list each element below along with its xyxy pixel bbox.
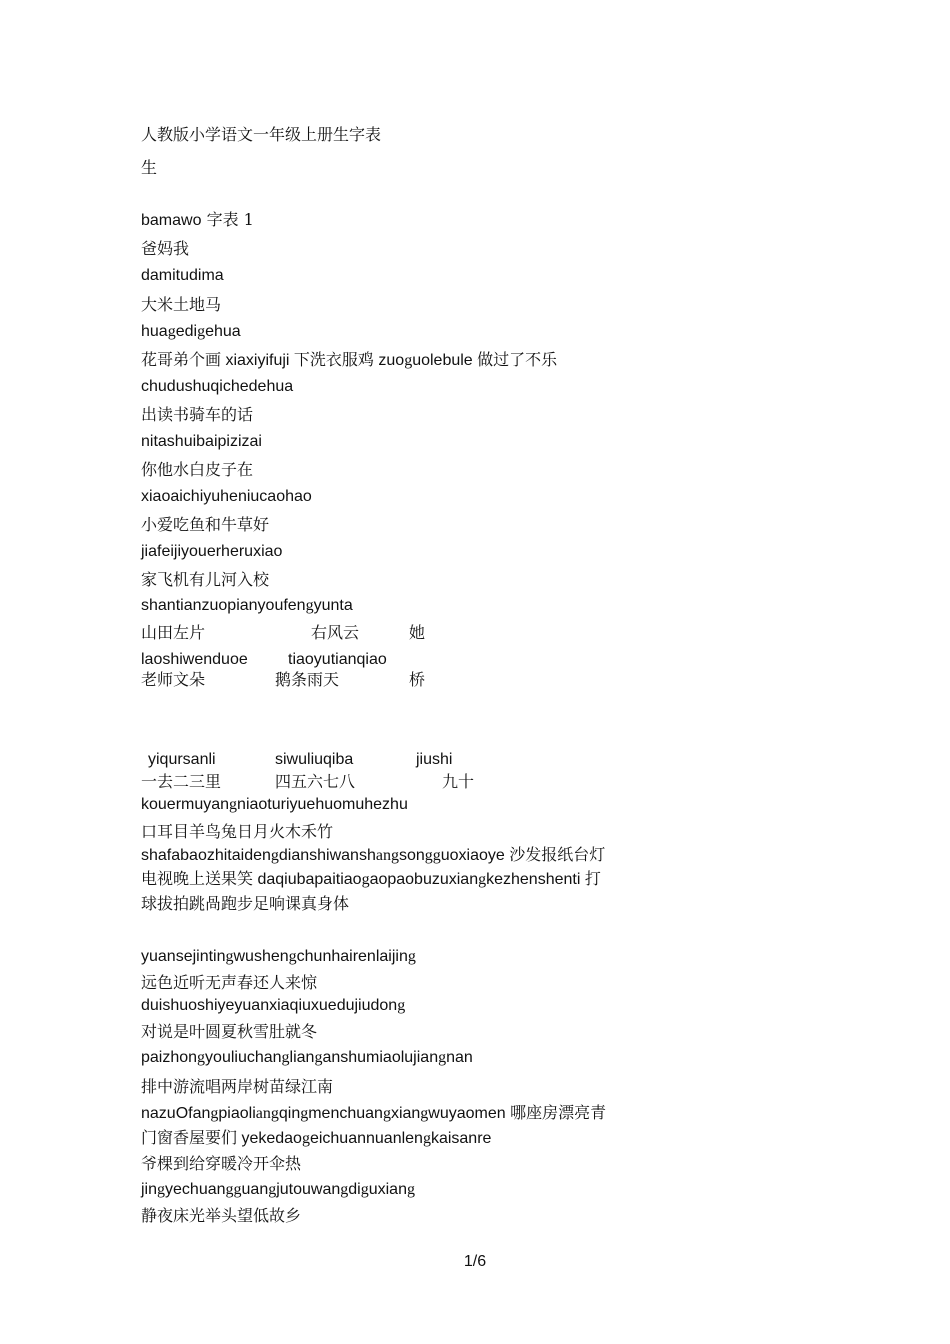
pinyin-line-2: damitudima	[141, 267, 224, 284]
hanzi-line-9-b: 四五六七八	[275, 772, 356, 791]
pinyin-line-14: paizhongyouliuchanglianganshumiaolujiangnan	[141, 1049, 473, 1066]
pinyin-line-15: jingyechuangguangjutouwangdiguxiang	[141, 1181, 415, 1198]
pinyin-line-10-b: siwuliuqiba	[275, 751, 354, 768]
pinyin-line-6: xiaoaichiyuheniucaohao	[141, 488, 312, 505]
hanzi-line-3: 出读书骑车的话	[141, 405, 254, 424]
mixed-line-5: 门窗香屋要们 yekedaogeichuannuanlengkaisanre	[141, 1128, 492, 1147]
page-title: 人教版小学语文一年级上册生字表	[141, 125, 382, 144]
hanzi-line-7-a: 山田左片	[141, 623, 206, 642]
hanzi-line-5: 小爱吃鱼和牛草好	[141, 515, 270, 534]
mixed-line-3: 电视晚上送果笑 daqiubapaitiaogaopaobuzuxiangkezhenshenti 打	[141, 869, 601, 888]
pinyin-line-11: kouermuyangniaoturiyuehuomuhezhu	[141, 796, 408, 813]
hanzi-line-9-a: 一去二三里	[141, 772, 222, 791]
hanzi-line-2: 大米土地马	[141, 295, 222, 314]
pinyin-line-1: bamawo 字表 1	[141, 210, 254, 229]
pinyin-line-4: chudushuqichedehua	[141, 378, 294, 395]
pinyin-line-12: yuansejintingwushengchunhairenlaijing	[141, 948, 416, 965]
hanzi-line-9-c: 九十	[442, 772, 475, 791]
mixed-line-4: nazuOfangpiaoliangqingmenchuangxiangwuyaomen 哪座房漂亮青	[141, 1103, 607, 1122]
hanzi-line-8-a: 老师文朵	[141, 670, 206, 689]
pinyin-line-10-c: jiushi	[416, 751, 453, 768]
mixed-line-1: 花哥弟个画 xiaxiyifuji 下洗衣服鸡 zuoguolebule 做过了不乐	[141, 350, 558, 369]
mixed-line-2: shafabaozhitaidengdianshiwanshangsongguoxiaoye 沙发报纸台灯	[141, 845, 606, 864]
hanzi-line-14: 排中游流唱两岸树苗绿江南	[141, 1077, 334, 1096]
hanzi-line-1: 爸妈我	[141, 239, 190, 258]
pinyin-line-8: shantianzuopianyoufengyunta	[141, 597, 353, 614]
hanzi-line-8-c: 桥	[409, 670, 426, 689]
pinyin-line-9-a: laoshiwenduoe	[141, 651, 248, 668]
hanzi-line-16: 静夜床光举头望低故乡	[141, 1206, 302, 1225]
pinyin-line-3: huagedigehua	[141, 323, 241, 340]
pinyin-line-7: jiafeijiyouerheruxiao	[141, 543, 283, 560]
pinyin-line-9-b: tiaoyutianqiao	[288, 651, 387, 668]
page-subtitle: 生	[141, 158, 158, 177]
hanzi-line-7-c: 她	[409, 623, 426, 642]
hanzi-line-10: 口耳目羊鸟兔日月火木禾竹	[141, 822, 334, 841]
page-number: 1/6	[463, 1253, 487, 1270]
pinyin-line-13: duishuoshiyeyuanxiaqiuxuedujiudong	[141, 997, 406, 1014]
hanzi-line-6: 家飞机有儿河入校	[141, 570, 270, 589]
hanzi-line-7-b: 右风云	[311, 623, 360, 642]
pinyin-line-5: nitashuibaipizizai	[141, 433, 262, 450]
hanzi-line-11: 球拔拍跳咼跑步足响课真身体	[141, 894, 350, 913]
hanzi-line-8-b: 鹅条雨天	[275, 670, 340, 689]
hanzi-line-12: 远色近听无声春还人来惊	[141, 973, 318, 992]
hanzi-line-4: 你他水白皮子在	[141, 460, 254, 479]
hanzi-line-13: 对说是叶圆夏秋雪肚就冬	[141, 1022, 318, 1041]
pinyin-line-10-a: yiqursanli	[148, 751, 216, 768]
hanzi-line-15: 爷棵到给穿暖冷开伞热	[141, 1154, 302, 1173]
